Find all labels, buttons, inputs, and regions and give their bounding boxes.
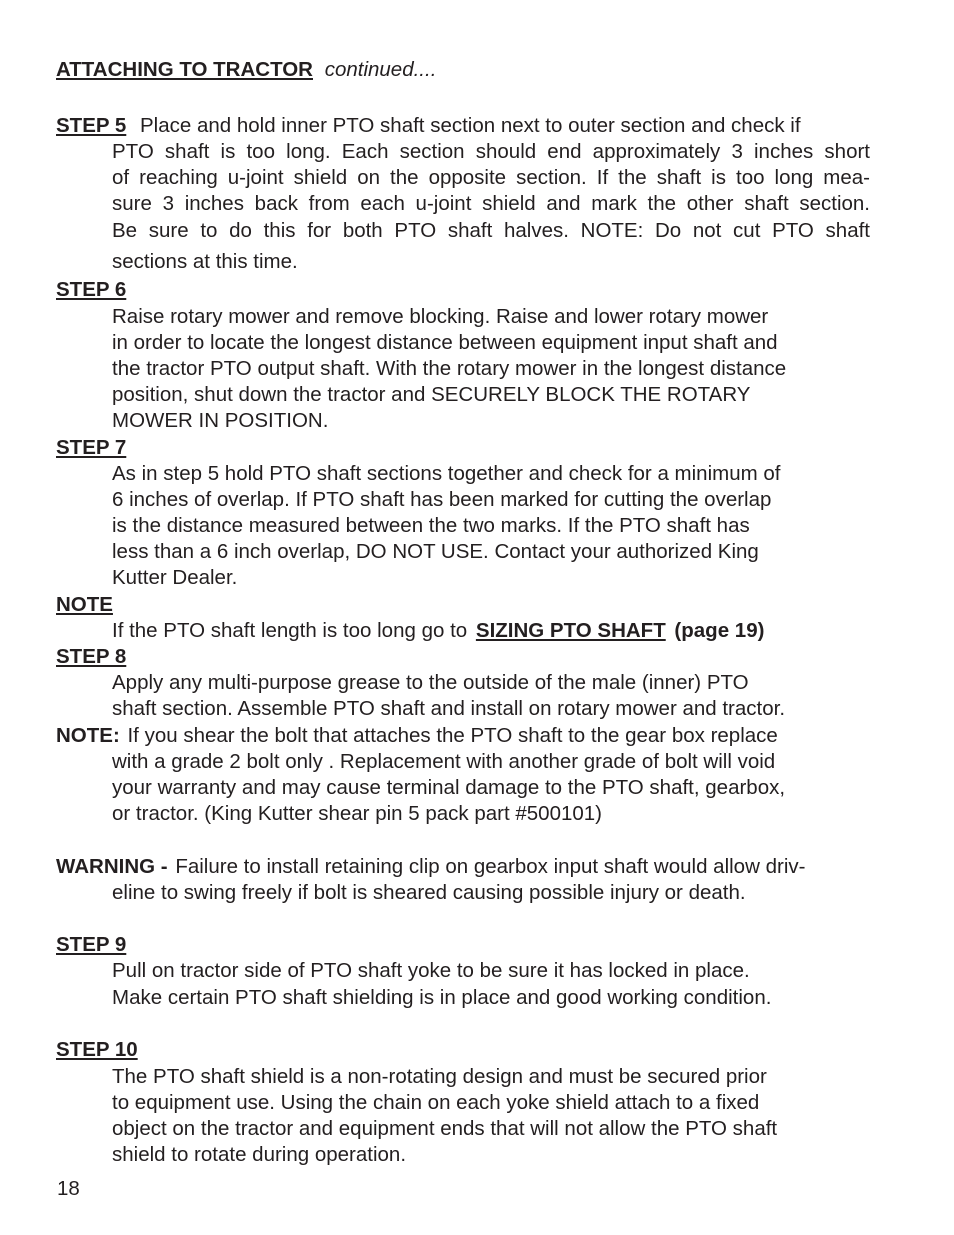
step-9-line: Pull on tractor side of PTO shaft yoke to be sure it has locked in place. [112, 959, 750, 982]
step-6-line: Raise rotary mower and remove blocking. Raise and lower rotary mower [112, 305, 769, 328]
step-6-line: the tractor PTO output shaft. With the rotary mower in the longest distance [112, 357, 787, 380]
page-reference: (page 19) [674, 619, 765, 642]
step-10-line: to equipment use. Using the chain on each yoke shield attach to a fixed [112, 1091, 760, 1114]
step-5-line: sure 3 inches back from each u-joint shield and mark the other shaft section. [112, 192, 870, 215]
warning-first-line [56, 854, 805, 880]
step-7-line: As in step 5 hold PTO shaft sections together and check for a minimum of [112, 462, 781, 485]
step-6-line: MOWER IN POSITION. [112, 409, 329, 432]
step-5-label: STEP 5 [56, 114, 127, 137]
note-2-line: or tractor. (King Kutter shear pin 5 pack part #500101) [112, 802, 602, 825]
step-9-label: STEP 9 [56, 933, 127, 956]
step-8-label: STEP 8 [56, 645, 127, 668]
note-text: If the PTO shaft length is too long go to [112, 619, 468, 642]
note-line [112, 618, 764, 644]
step-6-line: in order to locate the longest distance between equipment input shaft and [112, 331, 778, 354]
step-5-line: Be sure to do this for both PTO shaft halves. NOTE: Do not cut PTO shaft [112, 219, 870, 242]
step-10-line: The PTO shaft shield is a non-rotating design and must be secured prior [112, 1065, 767, 1088]
note-2-label: NOTE: [56, 724, 120, 747]
section-title: ATTACHING TO TRACTOR [56, 58, 313, 81]
section-header [56, 57, 436, 83]
note-2-first-line [56, 723, 778, 749]
step-5-line: sections at this time. [112, 250, 298, 273]
warning-line: Failure to install retaining clip on gearbox input shaft would allow driv- [175, 855, 806, 878]
step-10-line: object on the tractor and equipment ends that will not allow the PTO shaft [112, 1117, 778, 1140]
step-10-line: shield to rotate during operation. [112, 1143, 407, 1166]
step-5-line: of reaching u-joint shield on the opposite section. If the shaft is too long mea- [112, 166, 870, 189]
step-7-label: STEP 7 [56, 436, 127, 459]
step-7-line: less than a 6 inch overlap, DO NOT USE. Contact your authorized King [112, 540, 759, 563]
page-number: 18 [57, 1177, 80, 1200]
warning-line: eline to swing freely if bolt is sheared causing possible injury or death. [112, 881, 746, 904]
step-8-line: Apply any multi-purpose grease to the outside of the male (inner) PTO [112, 671, 749, 694]
note-2-line: your warranty and may cause terminal damage to the PTO shaft, gearbox, [112, 776, 786, 799]
step-7-line: is the distance measured between the two marks. If the PTO shaft has [112, 514, 750, 537]
step-5-line: Place and hold inner PTO shaft section next to outer section and check if [139, 114, 801, 137]
step-5-first-line [56, 113, 870, 139]
step-6-line: position, shut down the tractor and SECURELY BLOCK THE ROTARY [112, 383, 751, 406]
step-7-line: 6 inches of overlap. If PTO shaft has been marked for cutting the overlap [112, 488, 772, 511]
warning-label: WARNING - [56, 855, 168, 878]
note-label: NOTE [56, 593, 113, 616]
step-10-label: STEP 10 [56, 1038, 138, 1061]
step-8-line: shaft section. Assemble PTO shaft and install on rotary mower and tractor. [112, 697, 786, 720]
step-7-line: Kutter Dealer. [112, 566, 238, 589]
sizing-pto-shaft-reference: SIZING PTO SHAFT [475, 619, 666, 642]
note-2-line: with a grade 2 bolt only . Replacement with another grade of bolt will void [112, 750, 776, 773]
note-2-line: If you shear the bolt that attaches the PTO shaft to the gear box replace [127, 724, 778, 747]
step-6-label: STEP 6 [56, 278, 127, 301]
step-5-line: PTO shaft is too long. Each section should end approximately 3 inches short [112, 140, 870, 163]
continued-label: continued.... [324, 58, 437, 81]
step-9-line: Make certain PTO shaft shielding is in place and good working condition. [112, 986, 772, 1009]
